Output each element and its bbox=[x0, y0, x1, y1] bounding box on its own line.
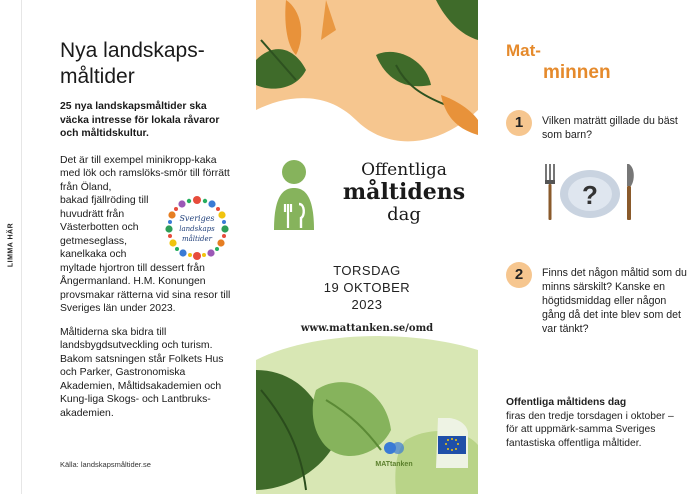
badge-text-1: Sveriges bbox=[179, 214, 215, 223]
right-heading bbox=[506, 40, 611, 84]
paragraph-2: Måltiderna ska bidra till landsbygdsutveckling och turism. Bakom satsningen står Folkets Hus och Parker, Gastronomiska Akademien, Måltidsakademien och Kung-liga Skogs- och Lantbruks-akademien. bbox=[60, 326, 224, 419]
right-heading-line2: minnen bbox=[543, 62, 611, 83]
knife-icon bbox=[627, 164, 634, 220]
svg-text:?: ? bbox=[582, 180, 598, 210]
event-title-line3: dag bbox=[387, 204, 421, 225]
left-title-line1: Nya landskaps- bbox=[60, 39, 205, 62]
event-url[interactable]: www.mattanken.se/omd bbox=[300, 323, 434, 334]
right-panel bbox=[478, 0, 700, 494]
badge-text-2: landskaps bbox=[179, 225, 215, 233]
leaves-illustration bbox=[256, 330, 478, 494]
side-label-text: LIMMA HÄR bbox=[7, 222, 15, 268]
date-weekday: TORSDAG bbox=[333, 263, 401, 278]
event-title-line2: måltidens bbox=[342, 179, 466, 205]
paragraph-1-narrow: bakad fjällröding till huvudrätt från Västerbotten och getmeseglass, kanelkaka och bbox=[60, 195, 149, 260]
eu-flag-icon bbox=[434, 418, 470, 468]
mattanken-logo bbox=[374, 440, 414, 468]
middle-panel bbox=[256, 0, 478, 494]
question-1-text: Vilken maträtt gillade du bäst som barn? bbox=[542, 115, 678, 141]
event-title bbox=[334, 160, 474, 226]
lead-text: 25 nya landskapsmåltider ska väcka intresse för lokala råvaror och måltidskultur. bbox=[60, 101, 220, 139]
event-date bbox=[256, 262, 478, 313]
date-day: 19 OKTOBER bbox=[323, 280, 411, 295]
mattanken-icon bbox=[384, 440, 404, 456]
date-year: 2023 bbox=[351, 297, 383, 312]
info-title: Offentliga måltidens dag bbox=[506, 397, 627, 408]
carrot-illustration bbox=[256, 0, 478, 160]
right-heading-line1: Mat- bbox=[506, 41, 541, 60]
mattanken-name: MATtanken bbox=[375, 461, 413, 468]
side-label bbox=[0, 0, 22, 494]
question-1-number: 1 bbox=[506, 110, 532, 136]
question-2-text: Finns det någon måltid som du minns särskilt? Kanske en högtidsmiddag eller någon gång då det inte blev som det var tänkt? bbox=[542, 267, 687, 335]
source-note: Källa: landskapsmåltider.se bbox=[60, 460, 151, 469]
question-2-number: 2 bbox=[506, 262, 532, 288]
fork-icon bbox=[545, 164, 555, 220]
info-box bbox=[506, 396, 682, 450]
event-title-line1: Offentliga bbox=[361, 160, 447, 180]
left-title-line2: måltider bbox=[60, 65, 135, 88]
plate-question-icon bbox=[540, 160, 640, 224]
paragraph-1-part-b: myltade hjortron till dessert från Ångermanland. H.M. Konungen provsmakar rätterna vid sina resor till Sveriges län under 2023. bbox=[60, 262, 231, 314]
info-text: firas den tredje torsdagen i oktober – för att uppmärk-samma Sveriges fantastiska offentliga måltider. bbox=[506, 410, 674, 449]
paragraph-1-part-a: Det är till exempel minikropp-kaka med lök och ramslöks-smör till förrätt från Öland, bbox=[60, 154, 230, 193]
landskapsmaltider-badge bbox=[165, 196, 229, 260]
left-title bbox=[60, 38, 238, 90]
badge-text-3: måltider bbox=[181, 235, 213, 243]
